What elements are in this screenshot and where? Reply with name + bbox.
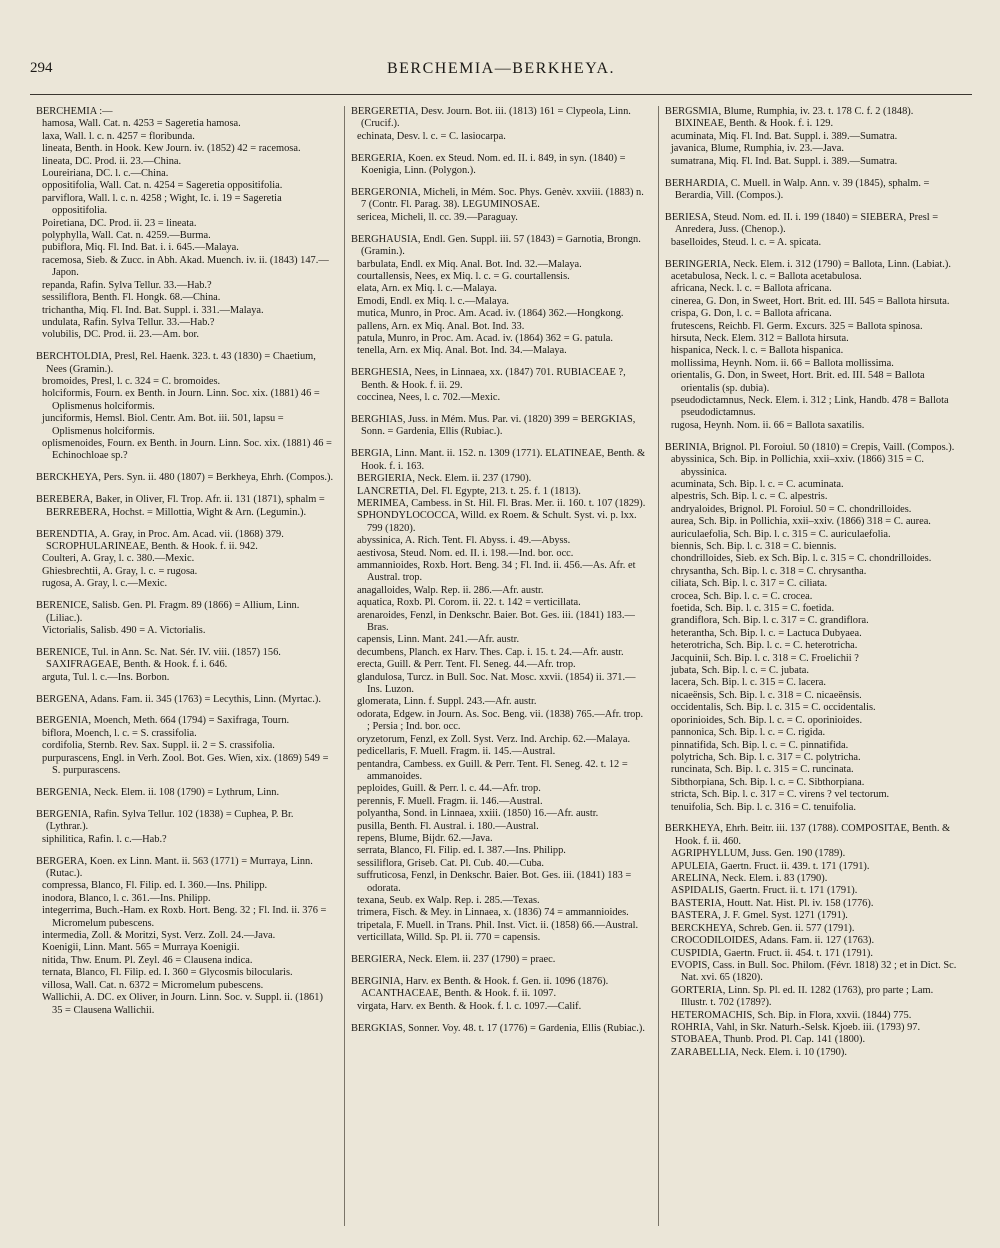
entry-subline: javanica, Blume, Rumphia, iv. 23.—Java. — [670, 143, 844, 155]
entry-subline: alpestris, Sch. Bip. l. c. = C. alpestris. — [670, 491, 828, 503]
dictionary-entry — [36, 600, 334, 637]
page-number: 294 — [30, 60, 53, 76]
entry-subline: hispanica, Neck. l. c. = Ballota hispanica. — [670, 345, 844, 357]
entry-subline: BASTERA, J. F. Gmel. Syst. 1271 (1791). — [670, 910, 848, 922]
running-header — [30, 60, 972, 84]
entry-subline: volubilis, DC. Prod. ii. 23.—Am. bor. — [42, 329, 200, 341]
entry-subline: undulata, Rafin. Sylva Tellur. 33.—Hab.? — [42, 316, 215, 328]
dictionary-entry — [351, 187, 648, 224]
entry-subline: heterantha, Sch. Bip. l. c. = Lactuca Dubyaea. — [670, 627, 862, 639]
entry-subline: lacera, Sch. Bip. l. c. 315 = C. lacera. — [670, 677, 826, 689]
entry-subline: echinata, Desv. l. c. = C. lasiocarpa. — [356, 130, 506, 142]
entry-subline: biennis, Sch. Bip. l. c. 318 = C. biennis. — [670, 541, 837, 552]
entry-headword-line: BERGENIA, Neck. Elem. ii. 108 (1790) = Lythrum, Linn. — [36, 787, 280, 798]
entry-subline: laxa, Wall. l. c. n. 4257 = floribunda. — [42, 130, 195, 142]
entry-subline: Ghiesbrechtii, A. Gray, l. c. = rugosa. — [42, 565, 198, 577]
entry-subline: ARELINA, Neck. Elem. i. 83 (1790). — [670, 873, 828, 885]
entry-subline: perennis, F. Muell. Fragm. ii. 146.—Austral. — [356, 795, 543, 807]
entry-subline: LANCRETIA, Del. Fl. Egypte, 213. t. 25. f. 1 (1813). — [356, 485, 581, 497]
entry-headword-line: BERGINIA, Harv. ex Benth. & Hook. f. Gen. ii. 1096 (1876). ACANTHACEAE, Benth. & Hook. f. ii. 1097. — [350, 976, 609, 1000]
dictionary-entry — [36, 809, 334, 846]
entry-subline: frutescens, Reichb. Fl. Germ. Excurs. 325 = Ballota spinosa. — [670, 320, 923, 332]
entry-subline: Sibthorpiana, Sch. Bip. l. c. = C. Sibthorpiana. — [670, 776, 865, 788]
entry-subline: cinerea, G. Don, in Sweet, Hort. Brit. ed. III. 545 = Ballota hirsuta. — [670, 295, 950, 307]
entry-headword-line: BERGSMIA, Blume, Rumphia, iv. 23. t. 178 C. f. 2 (1848). BIXINEAE, Benth. & Hook. f. i. 129. — [664, 106, 914, 130]
dictionary-entry — [665, 106, 962, 168]
entry-subline: AGRIPHYLLUM, Juss. Gen. 190 (1789). — [670, 848, 846, 860]
entry-subline: arguta, Tul. l. c.—Ins. Borbon. — [42, 671, 170, 683]
entry-subline: ROHRIA, Vahl, in Skr. Naturh.-Selsk. Kjoeb. iii. (1793) 97. — [670, 1021, 921, 1033]
entry-subline: junciformis, Hemsl. Biol. Centr. Am. Bot. iii. 501, lapsu = Oplismenus holciformis. — [42, 413, 284, 437]
entry-subline: capensis, Linn. Mant. 241.—Afr. austr. — [356, 634, 520, 646]
entry-subline: acetabulosa, Neck. l. c. = Ballota acetabulosa. — [670, 270, 862, 282]
entry-subline: siphilitica, Rafin. l. c.—Hab.? — [42, 833, 167, 845]
entry-subline: oryzetorum, Fenzl, ex Zoll. Syst. Verz. Ind. Archip. 62.—Malaya. — [356, 733, 631, 745]
entry-subline: nicaeënsis, Sch. Bip. l. c. 318 = C. nicaeënsis. — [670, 689, 862, 701]
entry-subline: sessiliflora, Benth. Fl. Hongk. 68.—China. — [42, 292, 221, 304]
entry-subline: serrata, Blanco, Fl. Filip. ed. I. 387.—Ins. Philipp. — [356, 845, 566, 857]
entry-subline: odorata, Edgew. in Journ. As. Soc. Beng. vii. (1838) 765.—Afr. trop. ; Persia ; Ind. bor. occ. — [356, 708, 644, 733]
entry-subline: oppositifolia, Wall. Cat. n. 4254 = Sageretia oppositifolia. — [42, 180, 283, 192]
entry-subline: sessiliflora, Griseb. Cat. Pl. Cub. 40.—Cuba. — [356, 857, 544, 869]
entry-subline: rugosa, A. Gray, l. c.—Mexic. — [42, 578, 168, 590]
column-left — [30, 106, 344, 1226]
entry-headword-line: BERKHEYA, Ehrh. Beitr. iii. 137 (1788). COMPOSITAE, Benth. & Hook. f. ii. 460. — [664, 823, 951, 847]
entry-subline: arenaroides, Fenzl, in Denkschr. Baier. Bot. Ges. iii. (1841) 183.—Bras. — [356, 609, 635, 634]
entry-subline: CUSPIDIA, Gaertn. Fruct. ii. 454. t. 171 (1791). — [670, 947, 873, 959]
entry-subline: sumatrana, Miq. Fl. Ind. Bat. Suppl. i. 389.—Sumatra. — [670, 155, 898, 167]
entry-subline: anagalloides, Walp. Rep. ii. 286.—Afr. austr. — [356, 584, 544, 596]
entry-subline: trichantha, Miq. Fl. Ind. Bat. Suppl. i. 331.—Malaya. — [42, 304, 264, 316]
entry-subline: peploides, Guill. & Perr. l. c. 44.—Afr. trop. — [356, 783, 541, 795]
entry-headword-line: BERENICE, Tul. in Ann. Sc. Nat. Sér. IV. viii. (1857) 156. SAXIFRAGEAE, Benth. & Hook. f. i. 646. — [36, 646, 281, 671]
entry-subline: intermedia, Zoll. & Moritzi, Syst. Verz. Zoll. 24.—Java. — [42, 930, 276, 942]
entry-headword-line: BERIESA, Steud. Nom. ed. II. i. 199 (1840) = SIEBERA, Presl = Anredera, Juss. (Chenop.). — [664, 211, 939, 236]
entry-subline: BERCKHEYA, Schreb. Gen. ii. 577 (1791). — [670, 922, 855, 934]
dictionary-entry — [351, 234, 648, 358]
dictionary-entry — [351, 954, 648, 966]
dictionary-entry — [36, 351, 334, 463]
entry-subline: APULEIA, Gaertn. Fruct. ii. 439. t. 171 (1791). — [670, 860, 870, 872]
dictionary-entry — [36, 106, 334, 342]
entry-subline: tenuifolia, Sch. Bip. l. c. 316 = C. tenuifolia. — [670, 801, 856, 813]
dictionary-entry — [665, 178, 962, 203]
header-rule — [30, 94, 972, 95]
entry-subline: foetida, Sch. Bip. l. c. 315 = C. foetida. — [670, 603, 835, 615]
entry-subline: patula, Munro, in Proc. Am. Acad. iv. (1864) 362 = G. patula. — [356, 333, 613, 344]
dictionary-entry — [665, 442, 962, 814]
text-columns — [30, 106, 972, 1226]
entry-subline: runcinata, Sch. Bip. l. c. 315 = C. runcinata. — [670, 764, 854, 776]
dictionary-entry — [351, 153, 648, 178]
entry-subline: aestivosa, Steud. Nom. ed. II. i. 198.—Ind. bor. occ. — [356, 547, 574, 559]
entry-headword-line: BERGERETIA, Desv. Journ. Bot. iii. (1813) 161 = Clypeola, Linn. (Crucif.). — [350, 106, 631, 130]
entry-subline: andryaloides, Brignol. Pl. Foroiul. 50 = C. chondrilloides. — [670, 503, 912, 515]
entry-subline: Emodi, Endl. ex Miq. l. c.—Malaya. — [356, 295, 510, 307]
entry-headword-line: BERINIA, Brignol. Pl. Foroiul. 50 (1810) = Crepis, Vaill. (Compos.). — [664, 441, 955, 453]
entry-subline: sericea, Micheli, ll. cc. 39.—Paraguay. — [356, 211, 518, 223]
entry-subline: HETEROMACHIS, Sch. Bip. in Flora, xxvii. (1844) 775. — [670, 1009, 912, 1021]
entry-subline: chrysantha, Sch. Bip. l. c. 318 = C. chrysantha. — [670, 565, 867, 577]
dictionary-entry — [665, 259, 962, 433]
entry-subline: Victorialis, Salisb. 490 = A. Victorialis. — [42, 624, 206, 636]
entry-headword-line: BERGERA, Koen. ex Linn. Mant. ii. 563 (1771) = Murraya, Linn. (Rutac.). — [36, 855, 313, 880]
entry-headword-line: BERGENIA, Rafin. Sylva Tellur. 102 (1838) = Cuphea, P. Br. (Lythrar.). — [36, 808, 294, 833]
dictionary-entry — [351, 448, 648, 944]
entry-headword-line: BERGENA, Adans. Fam. ii. 345 (1763) = Lecythis, Linn. (Myrtac.). — [36, 693, 321, 705]
entry-subline: polyantha, Sond. in Linnaea, xxiii. (1850) 16.—Afr. austr. — [356, 808, 599, 820]
entry-headword-line: BERENDTIA, A. Gray, in Proc. Am. Acad. vii. (1868) 379. SCROPHULARINEAE, Benth. & Hook. f. ii. 942. — [36, 528, 284, 552]
entry-headword-line: BEREBERA, Baker, in Oliver, Fl. Trop. Afr. ii. 131 (1871), sphalm = BERREBERA, Hochst. = Millottia, Wight & Arn. (Legumin.). — [36, 494, 325, 518]
dictionary-entry — [351, 414, 648, 439]
entry-subline: bromoides, Presl, l. c. 324 = C. bromoides. — [42, 376, 221, 388]
entry-subline: glomerata, Linn. f. Suppl. 243.—Afr. austr. — [356, 696, 537, 708]
entry-subline: coccinea, Nees, l. c. 702.—Mexic. — [356, 392, 501, 404]
entry-headword-line: BERGHAUSIA, Endl. Gen. Suppl. iii. 57 (1843) = Garnotia, Brongn. (Gramin.). — [350, 233, 641, 258]
entry-subline: Wallichii, A. DC. ex Oliver, in Journ. Linn. Soc. v. Suppl. ii. (1861) 35 = Clausena Wallichii. — [42, 992, 323, 1016]
entry-subline: pinnatifida, Sch. Bip. l. c. = C. pinnatifida. — [670, 739, 849, 751]
entry-headword-line: BERGHESIA, Nees, in Linnaea, xx. (1847) 701. RUBIACEAE ?, Benth. & Hook. f. ii. 29. — [350, 367, 626, 391]
dictionary-entry — [351, 976, 648, 1013]
entry-subline: courtallensis, Nees, ex Miq. l. c. = G. courtallensis. — [356, 270, 570, 282]
entry-subline: CROCODILOIDES, Adans. Fam. ii. 127 (1763). — [670, 935, 875, 947]
entry-subline: crispa, G. Don, l. c. = Ballota africana. — [670, 308, 832, 320]
entry-subline: lineata, Benth. in Hook. Kew Journ. iv. (1852) 42 = racemosa. — [42, 143, 301, 155]
entry-subline: abyssinica, Sch. Bip. in Pollichia, xxii–xxiv. (1866) 315 = C. abyssinica. — [670, 454, 925, 478]
entry-subline: ASPIDALIS, Gaertn. Fruct. ii. t. 171 (1791). — [670, 885, 858, 897]
entry-subline: tripetala, F. Muell. in Trans. Phil. Inst. Vict. ii. (1858) 66.—Austral. — [356, 919, 639, 931]
entry-subline: pusilla, Benth. Fl. Austral. i. 180.—Austral. — [356, 820, 539, 832]
dictionary-entry — [36, 715, 334, 777]
entry-subline: MERIMEA, Cambess. in St. Hil. Fl. Bras. Mer. ii. 160. t. 107 (1829). — [356, 497, 646, 509]
entry-subline: ciliata, Sch. Bip. l. c. 317 = C. ciliata. — [670, 578, 828, 590]
entry-subline: Coulteri, A. Gray, l. c. 380.—Mexic. — [42, 553, 195, 565]
entry-subline: GORTERIA, Linn. Sp. Pl. ed. II. 1282 (1763), pro parte ; Lam. Illustr. t. 702 (1789?). — [670, 984, 934, 1009]
entry-subline: pedicellaris, F. Muell. Fragm. ii. 145.—Austral. — [356, 746, 556, 758]
entry-subline: barbulata, Endl. ex Miq. Anal. Bot. Ind. 32.—Malaya. — [356, 258, 582, 270]
column-middle — [344, 106, 658, 1226]
entry-subline: purpurascens, Engl. in Verh. Zool. Bot. Ges. Wien, xix. (1869) 549 = S. purpurascens. — [42, 752, 329, 777]
entry-subline: abyssinica, A. Rich. Tent. Fl. Abyss. i. 49.—Abyss. — [356, 535, 571, 547]
entry-subline: chondrilloides, Sieb. ex Sch. Bip. l. c. 315 = C. chondrilloides. — [670, 553, 932, 565]
entry-subline: oporinioides, Sch. Bip. l. c. = C. oporinioides. — [670, 714, 863, 726]
entry-subline: occidentalis, Sch. Bip. l. c. 315 = C. occidentalis. — [670, 702, 876, 714]
entry-subline: ternata, Blanco, Fl. Filip. ed. I. 360 = Glycosmis bilocularis. — [42, 967, 293, 979]
dictionary-entry — [36, 647, 334, 684]
entry-headword-line: BERGHIAS, Juss. in Mém. Mus. Par. vi. (1820) 399 = BERGKIAS, Sonn. = Gardenia, Ellis (Rubiac.). — [350, 414, 636, 438]
entry-subline: STOBAEA, Thunb. Prod. Pl. Cap. 141 (1800). — [670, 1034, 866, 1046]
entry-subline: pallens, Arn. ex Miq. Anal. Bot. Ind. 33. — [356, 320, 525, 332]
entry-headword-line: BERGKIAS, Sonner. Voy. 48. t. 17 (1776) = Gardenia, Ellis (Rubiac.). — [350, 1022, 645, 1034]
entry-subline: integerrima, Buch.-Ham. ex Roxb. Hort. Beng. 32 ; Fl. Ind. ii. 376 = Micromelum pubescens. — [42, 905, 327, 929]
entry-subline: texana, Seub. ex Walp. Rep. i. 285.—Texas. — [356, 894, 540, 906]
entry-subline: repens, Blume, Bijdr. 62.—Java. — [356, 832, 493, 844]
entry-subline: crocea, Sch. Bip. l. c. = C. crocea. — [670, 590, 813, 602]
entry-subline: biflora, Moench, l. c. = S. crassifolia. — [42, 727, 197, 739]
entry-subline: holciformis, Fourn. ex Benth. in Journ. Linn. Soc. xix. (1881) 46 = Oplismenus holciformis. — [42, 388, 320, 412]
entry-subline: baselloides, Steud. l. c. = A. spicata. — [670, 236, 822, 248]
entry-subline: jubata, Sch. Bip. l. c. = C. jubata. — [670, 665, 809, 677]
entry-subline: orientalis, G. Don, in Sweet, Hort. Brit. ed. III. 548 = Ballota orientalis (sp. dubia). — [670, 370, 925, 394]
column-right — [658, 106, 972, 1226]
entry-subline: suffruticosa, Fenzl, in Denkschr. Baier. Bot. Ges. iii. (1841) 183 = odorata. — [356, 870, 632, 894]
entry-subline: ammannioides, Roxb. Hort. Beng. 34 ; Fl. Ind. ii. 456.—As. Afr. et Austral. trop. — [356, 560, 636, 584]
entry-subline: BASTERIA, Houtt. Nat. Hist. Pl. iv. 158 (1776). — [670, 897, 874, 909]
entry-headword-line: BERENICE, Salisb. Gen. Pl. Fragm. 89 (1866) = Allium, Linn. (Liliac.). — [36, 600, 300, 624]
dictionary-entry — [36, 787, 334, 799]
entry-subline: cordifolia, Sternb. Rev. Sax. Suppl. ii. 2 = S. crassifolia. — [42, 740, 275, 752]
entry-subline: Poiretiana, DC. Prod. ii. 23 = lineata. — [42, 217, 197, 229]
entry-subline: decumbens, Planch. ex Harv. Thes. Cap. i. 15. t. 24.—Afr. austr. — [356, 646, 624, 658]
entry-subline: ZARABELLIA, Neck. Elem. i. 10 (1790). — [670, 1046, 847, 1058]
dictionary-entry — [36, 856, 334, 1017]
entry-subline: aurea, Sch. Bip. in Pollichia, xxii–xxiv. (1866) 318 = C. aurea. — [670, 516, 931, 528]
entry-subline: mutica, Munro, in Proc. Am. Acad. iv. (1864) 362.—Hongkong. — [356, 308, 624, 320]
entry-subline: aquatica, Roxb. Pl. Corom. ii. 22. t. 142 = verticillata. — [356, 597, 581, 609]
entry-subline: erecta, Guill. & Perr. Tent. Fl. Seneg. 44.—Afr. trop. — [356, 659, 576, 671]
entry-subline: stricta, Sch. Bip. l. c. 317 = C. virens ? vel tectorum. — [670, 789, 890, 801]
entry-subline: compressa, Blanco, Fl. Filip. ed. I. 360.—Ins. Philipp. — [42, 880, 268, 892]
entry-subline: oplismenoides, Fourn. ex Benth. in Journ. Linn. Soc. xix. (1881) 46 = Echinochloae sp.? — [42, 438, 332, 462]
entry-subline: pseudodictamnus, Neck. Elem. i. 312 ; Link, Handb. 478 = Ballota pseudodictamnus. — [670, 395, 949, 419]
entry-subline: tenella, Arn. ex Miq. Anal. Bot. Ind. 34.—Malaya. — [356, 345, 567, 357]
entry-subline: Loureiriana, DC. l. c.—China. — [42, 168, 169, 180]
entry-subline: hirsuta, Neck. Elem. 312 = Ballota hirsuta. — [670, 333, 849, 344]
entry-subline: acuminata, Sch. Bip. l. c. = C. acuminata. — [670, 478, 844, 490]
entry-subline: Koenigii, Linn. Mant. 565 = Murraya Koenigii. — [42, 942, 240, 954]
entry-subline: pubiflora, Miq. Fl. Ind. Bat. i. i. 645.—Malaya. — [42, 242, 239, 254]
entry-headword-line: BERGERONIA, Micheli, in Mém. Soc. Phys. Genèv. xxviii. (1883) n. 7 (Contr. Fl. Parag. 38). LEGUMINOSAE. — [350, 187, 644, 211]
dictionary-entry — [351, 1023, 648, 1035]
entry-subline: Jacquinii, Sch. Bip. l. c. 318 = C. Froelichii ? — [670, 652, 859, 664]
entry-subline: polyphylla, Wall. Cat. n. 4259.—Burma. — [42, 230, 211, 242]
entry-subline: acuminata, Miq. Fl. Ind. Bat. Suppl. i. 389.—Sumatra. — [670, 130, 898, 142]
entry-subline: virgata, Harv. ex Benth. & Hook. f. l. c. 1097.—Calif. — [356, 1000, 582, 1012]
entry-subline: africana, Neck. l. c. = Ballota africana. — [670, 283, 832, 295]
entry-subline: nitida, Thw. Enum. Pl. Zeyl. 46 = Clausena indica. — [42, 954, 253, 966]
page-title: BERCHEMIA—BERKHEYA. — [386, 60, 616, 77]
entry-headword-line: BERGIERA, Neck. Elem. ii. 237 (1790) = praec. — [350, 954, 556, 966]
entry-subline: parviflora, Wall. l. c. n. 4258 ; Wight, Ic. i. 19 = Sageretia oppositifolia. — [42, 192, 282, 217]
entry-headword-line: BERINGERIA, Neck. Elem. i. 312 (1790) = Ballota, Linn. (Labiat.). — [664, 258, 951, 270]
entry-subline: verticillata, Willd. Sp. Pl. ii. 770 = capensis. — [356, 932, 541, 944]
entry-subline: rugosa, Heynh. Nom. ii. 66 = Ballota saxatilis. — [670, 419, 865, 431]
entry-subline: trimera, Fisch. & Mey. in Linnaea, x. (1836) 74 = ammannioides. — [356, 907, 629, 919]
dictionary-entry — [665, 212, 962, 249]
entry-subline: SPHONDYLOCOCCA, Willd. ex Roem. & Schult. Syst. vi. p. lxx. 799 (1820). — [356, 510, 637, 534]
dictionary-entry — [351, 367, 648, 404]
entry-headword-line: BERGENIA, Moench, Meth. 664 (1794) = Saxifraga, Tourn. — [36, 715, 290, 727]
dictionary-entry — [36, 472, 334, 484]
entry-subline: heterotricha, Sch. Bip. l. c. = C. heterotricha. — [670, 640, 858, 652]
entry-headword-line: BERCKHEYA, Pers. Syn. ii. 480 (1807) = Berkheya, Ehrh. (Compos.). — [36, 472, 334, 484]
entry-subline: racemosa, Sieb. & Zucc. in Abh. Akad. Muench. iv. ii. (1843) 147.—Japon. — [42, 254, 329, 279]
entry-headword-line: BERGIA, Linn. Mant. ii. 152. n. 1309 (1771). ELATINEAE, Benth. & Hook. f. i. 163. — [350, 448, 646, 472]
dictionary-entry — [36, 494, 334, 519]
dictionary-entry — [36, 694, 334, 706]
entry-subline: auriculaefolia, Sch. Bip. l. c. 315 = C. auriculaefolia. — [670, 528, 891, 540]
entry-headword-line: BERCHEMIA :— — [36, 106, 113, 117]
entry-headword-line: BERGERIA, Koen. ex Steud. Nom. ed. II. i. 849, in syn. (1840) = Koenigia, Linn. (Polygon.). — [350, 152, 626, 177]
entry-headword-line: BERHARDIA, C. Muell. in Walp. Ann. v. 39 (1845), sphalm. = Berardia, Vill. (Compos.). — [664, 177, 930, 201]
entry-subline: pentandra, Cambess. ex Guill. & Perr. Tent. Fl. Seneg. 42. t. 12 = ammanoides. — [356, 758, 628, 782]
dictionary-entry — [665, 823, 962, 1059]
entry-subline: repanda, Rafin. Sylva Tellur. 33.—Hab.? — [42, 279, 212, 291]
entry-headword-line: BERCHTOLDIA, Presl, Rel. Haenk. 323. t. 43 (1830) = Chaetium, Nees (Gramin.). — [36, 351, 316, 375]
entry-subline: villosa, Wall. Cat. n. 6372 = Micromelum pubescens. — [42, 979, 264, 991]
entry-subline: polytricha, Sch. Bip. l. c. 317 = C. polytricha. — [670, 751, 861, 763]
entry-subline: EVOPIS, Cass. in Bull. Soc. Philom. (Févr. 1818) 32 ; et in Dict. Sc. Nat. xvi. 65 (1820). — [670, 959, 957, 984]
entry-subline: grandiflora, Sch. Bip. l. c. 317 = C. grandiflora. — [670, 615, 869, 627]
entry-subline: pannonica, Sch. Bip. l. c. = C. rigida. — [670, 727, 826, 739]
entry-subline: elata, Arn. ex Miq. l. c.—Malaya. — [356, 283, 497, 295]
dictionary-entry — [36, 529, 334, 591]
entry-subline: mollissima, Heynh. Nom. ii. 66 = Ballota mollissima. — [670, 357, 894, 369]
entry-subline: inodora, Blanco, l. c. 361.—Ins. Philipp. — [42, 892, 211, 904]
entry-subline: glandulosa, Turcz. in Bull. Soc. Nat. Mosc. xxvii. (1854) ii. 371.—Ins. Luzon. — [356, 671, 636, 696]
entry-subline: BERGIERIA, Neck. Elem. ii. 237 (1790). — [356, 473, 532, 485]
dictionary-entry — [351, 106, 648, 143]
entry-subline: hamosa, Wall. Cat. n. 4253 = Sageretia hamosa. — [42, 118, 241, 130]
entry-subline: lineata, DC. Prod. ii. 23.—China. — [42, 155, 182, 167]
